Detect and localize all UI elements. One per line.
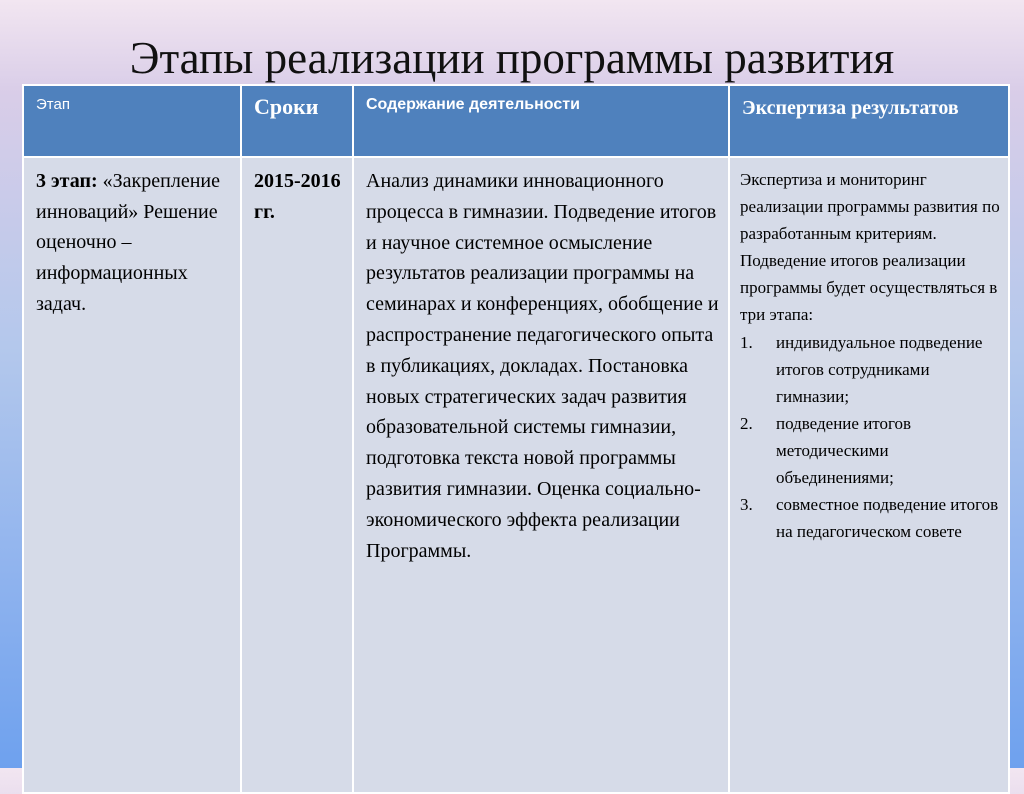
stage-text: «Закрепление инноваций» Решение оценочно – информационных задач.: [36, 170, 220, 315]
table-row: [23, 157, 1009, 793]
expertise-intro: Экспертиза и мониторинг реализации программы развития по разработанным критериям. Подведение итогов реализации программы будет осуществляться в три этапа:: [740, 170, 1000, 325]
table-header-row: [23, 85, 1009, 157]
slide-title: Этапы реализации программы развития: [129, 33, 895, 83]
list-item-text: подведение итогов методическими объединениями;: [776, 413, 912, 488]
list-item-text: совместное подведение итогов на педагогическом совете: [776, 495, 999, 542]
stages-table: [22, 84, 1010, 794]
header-stage: Этап: [23, 85, 241, 157]
list-item-text: индивидуальное подведение итогов сотрудниками гимназии;: [776, 332, 983, 406]
header-term: Сроки: [241, 85, 353, 157]
list-item: [740, 491, 1002, 545]
cell-expertise: [729, 157, 1009, 793]
list-item-number: 3.: [740, 495, 753, 515]
cell-term: 2015-2016 гг.: [241, 157, 353, 793]
stage-label: 3 этап:: [36, 170, 98, 192]
expertise-list: [740, 329, 1002, 546]
list-item: [740, 329, 1002, 410]
cell-stage: [23, 157, 241, 793]
header-content: Содержание деятельности: [353, 85, 729, 157]
list-item-number: 2.: [740, 413, 753, 433]
cell-content: Анализ динамики инновационного процесса в гимназии. Подведение итогов и научное системное осмысление результатов реализации программы на семинарах и конференциях, обобщение и распространение педагогического опыта в публикациях, докладах. Постановка новых стратегических задач развития образовательной системы гимназии, подготовка текста новой программы развития гимназии. Оценка социально-экономического эффекта реализации Программы.: [353, 157, 729, 793]
header-expertise: Экспертиза результатов: [729, 85, 1009, 157]
list-item-number: 1.: [740, 332, 753, 352]
list-item: [740, 410, 1002, 491]
